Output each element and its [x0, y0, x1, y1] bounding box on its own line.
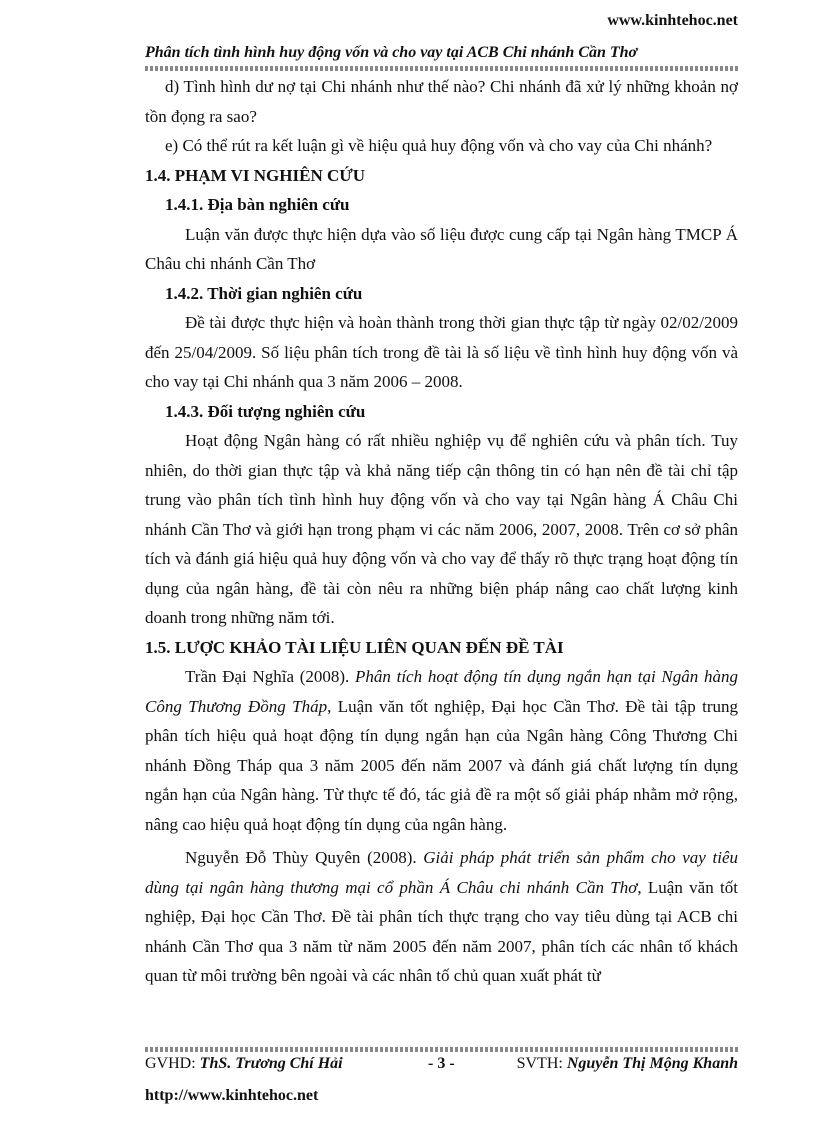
section-heading-1-4: 1.4. PHẠM VI NGHIÊN CỨU [145, 165, 366, 185]
paragraph-1-4-2: Đề tài được thực hiện và hoàn thành trong thời gian thực tập từ ngày 02/02/2009 đến 25/04/2009. Số liệu phân tích trong đề tài là số liệu về tình hình huy động vốn và cho vay tại Chi nhánh qua 3 năm 2006 – 2008. [145, 313, 738, 391]
page-footer [145, 1055, 738, 1077]
site-url-top: www.kinhtehoc.net [607, 12, 738, 29]
student-label: SVTH: [516, 1055, 567, 1072]
reference-title: Giải pháp phát triển sản phẩm cho vay tiêu dùng tại ngân hàng thương mại cổ phần Á Châu chi nhánh Cần Thơ [145, 848, 738, 897]
subsection-heading-1-4-3: 1.4.3. Đối tượng nghiên cứu [165, 401, 366, 421]
advisor-name: ThS. Trương Chí Hải [199, 1055, 343, 1072]
reference-paragraph-1 [145, 662, 738, 839]
subsection-heading-1-4-2: 1.4.2. Thời gian nghiên cứu [165, 283, 363, 303]
question-d: d) Tình hình dư nợ tại Chi nhánh như thế nào? Chi nhánh đã xử lý những khoản nợ tồn đọng ra sao? [145, 77, 738, 126]
reference-summary: , Luận văn tốt nghiệp, Đại học Cần Thơ. Đề tài phân tích thực trạng cho vay tiêu dùng tại ACB chi nhánh Cần Thơ qua 3 năm từ năm 2005 đến năm 2007, phân tích các nhân tố khách quan từ môi trường bên ngoài và các nhân tố chủ quan xuất phát từ [145, 877, 738, 985]
question-e: e) Có thể rút ra kết luận gì về hiệu quả huy động vốn và cho vay của Chi nhánh? [165, 136, 713, 155]
page-number: - 3 - [428, 1055, 455, 1072]
running-header-title: Phân tích tình hình huy động vốn và cho vay tại ACB Chi nhánh Cần Thơ [145, 44, 638, 61]
advisor-label: GVHD: [145, 1055, 200, 1072]
reference-title: Phân tích hoạt động tín dụng ngắn hạn tại Ngân hàng Công Thương Đồng Tháp [145, 667, 738, 716]
paragraph-1-4-3: Hoạt động Ngân hàng có rất nhiều nghiệp vụ để nghiên cứu và phân tích. Tuy nhiên, do thời gian thực tập và khả năng tiếp cận thông tin có hạn nên đề tài chỉ tập trung vào phân tích tình hình huy động vốn và cho vay tại Ngân hàng Á Châu Chi nhánh Cần Thơ và giới hạn trong phạm vi các năm 2006, 2007, 2008. Trên cơ sở phân tích và đánh giá hiệu quả huy động vốn và cho vay để thấy rõ thực trạng hoạt động tín dụng của ngân hàng, đề tài còn nêu ra những biện pháp nâng cao chất lượng kinh doanh trong những năm tới. [145, 431, 738, 627]
paragraph-1-4-1: Luận văn được thực hiện dựa vào số liệu được cung cấp tại Ngân hàng TMCP Á Châu chi nhánh Cần Thơ [145, 224, 738, 273]
footer-student [517, 1055, 738, 1073]
reference-summary: , Luận văn tốt nghiệp, Đại học Cần Thơ. Đề tài tập trung phân tích hiệu quả hoạt động tín dụng ngắn hạn của Ngân hàng Công Thương Chi nhánh Đồng Tháp qua 3 năm 2005 đến năm 2007 và đánh giá chất lượng tín dụng ngắn hạn của Ngân hàng. Từ thực tế đó, tác giả đề ra một số giải pháp nhằm mở rộng, nâng cao hiệu quả hoạt động tín dụng của ngân hàng. [145, 696, 738, 834]
page-body [145, 72, 738, 991]
reference-author: Nguyễn Đỗ Thùy Quyên (2008). [185, 848, 424, 867]
reference-author: Trần Đại Nghĩa (2008). [185, 667, 356, 686]
header-divider [145, 66, 738, 71]
subsection-heading-1-4-1: 1.4.1. Địa bàn nghiên cứu [165, 195, 350, 214]
footer-advisor [145, 1055, 343, 1073]
section-heading-1-5: 1.5. LƯỢC KHẢO TÀI LIỆU LIÊN QUAN ĐẾN ĐỀ TÀI [145, 637, 564, 657]
footer-divider [145, 1047, 738, 1052]
reference-paragraph-2 [145, 843, 738, 991]
site-url-bottom[interactable]: http://www.kinhtehoc.net [145, 1087, 319, 1104]
student-name: Nguyễn Thị Mộng Khanh [566, 1055, 738, 1072]
